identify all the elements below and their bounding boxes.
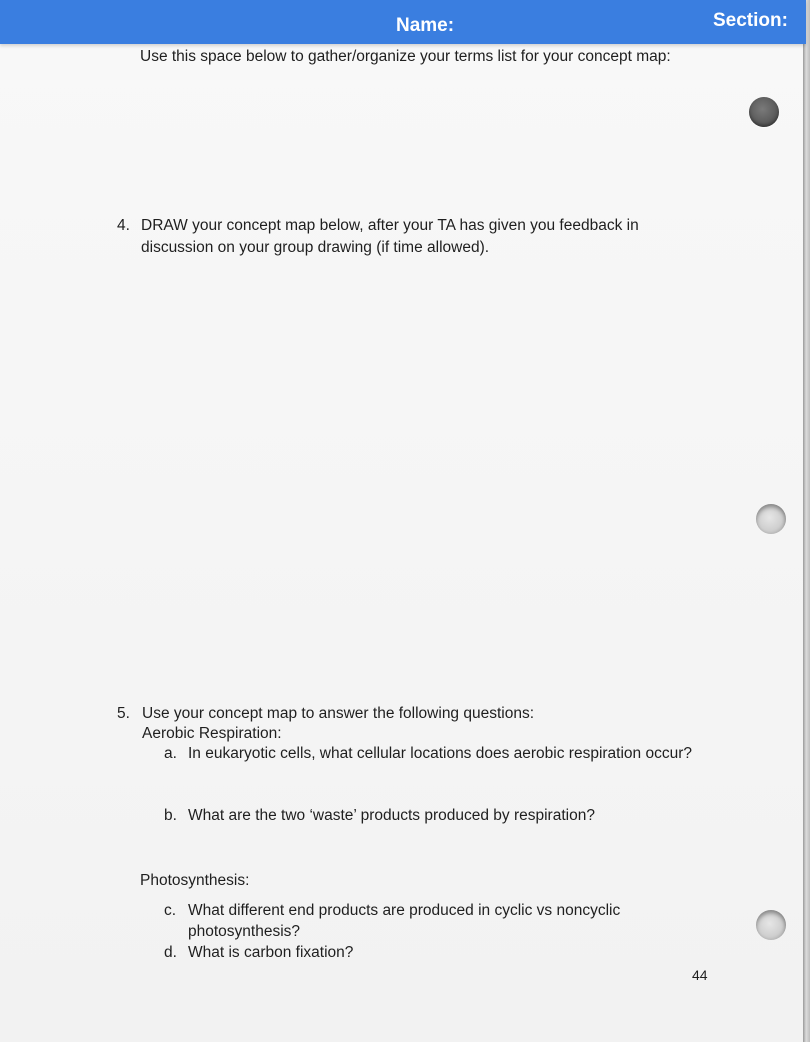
- binder-hole-bottom: [756, 910, 786, 940]
- photosynthesis-heading: Photosynthesis:: [140, 872, 250, 889]
- name-label: Name:: [396, 15, 455, 36]
- question-5a-letter: a.: [164, 745, 177, 762]
- section-label: Section:: [713, 10, 788, 31]
- binder-hole-top: [749, 97, 779, 127]
- question-5c-letter: c.: [164, 902, 177, 919]
- question-4-number: 4.: [117, 217, 130, 234]
- question-5b-letter: b.: [164, 807, 177, 824]
- question-4-line-1: DRAW your concept map below, after your TA has given you feedback in: [141, 217, 639, 234]
- binder-hole-middle: [756, 504, 786, 534]
- question-5c-line-1: What different end products are produced in cyclic vs noncyclic: [188, 902, 621, 919]
- page-edge: [803, 0, 810, 1042]
- question-5a-text: In eukaryotic cells, what cellular locations does aerobic respiration occur?: [188, 745, 692, 762]
- question-5c-line-2: photosynthesis?: [188, 923, 301, 940]
- question-4-line-2: discussion on your group drawing (if time allowed).: [141, 239, 490, 256]
- terms-list-instruction: Use this space below to gather/organize your terms list for your concept map:: [140, 48, 671, 65]
- question-5-number: 5.: [117, 705, 130, 722]
- aerobic-respiration-heading: Aerobic Respiration:: [142, 725, 282, 742]
- question-5b-text: What are the two ‘waste’ products produced by respiration?: [188, 807, 595, 824]
- page-number: 44: [692, 967, 708, 983]
- question-5d-letter: d.: [164, 944, 177, 961]
- question-5-prompt: Use your concept map to answer the following questions:: [142, 705, 535, 722]
- header-banner: [0, 0, 806, 44]
- question-5d-text: What is carbon fixation?: [188, 944, 354, 961]
